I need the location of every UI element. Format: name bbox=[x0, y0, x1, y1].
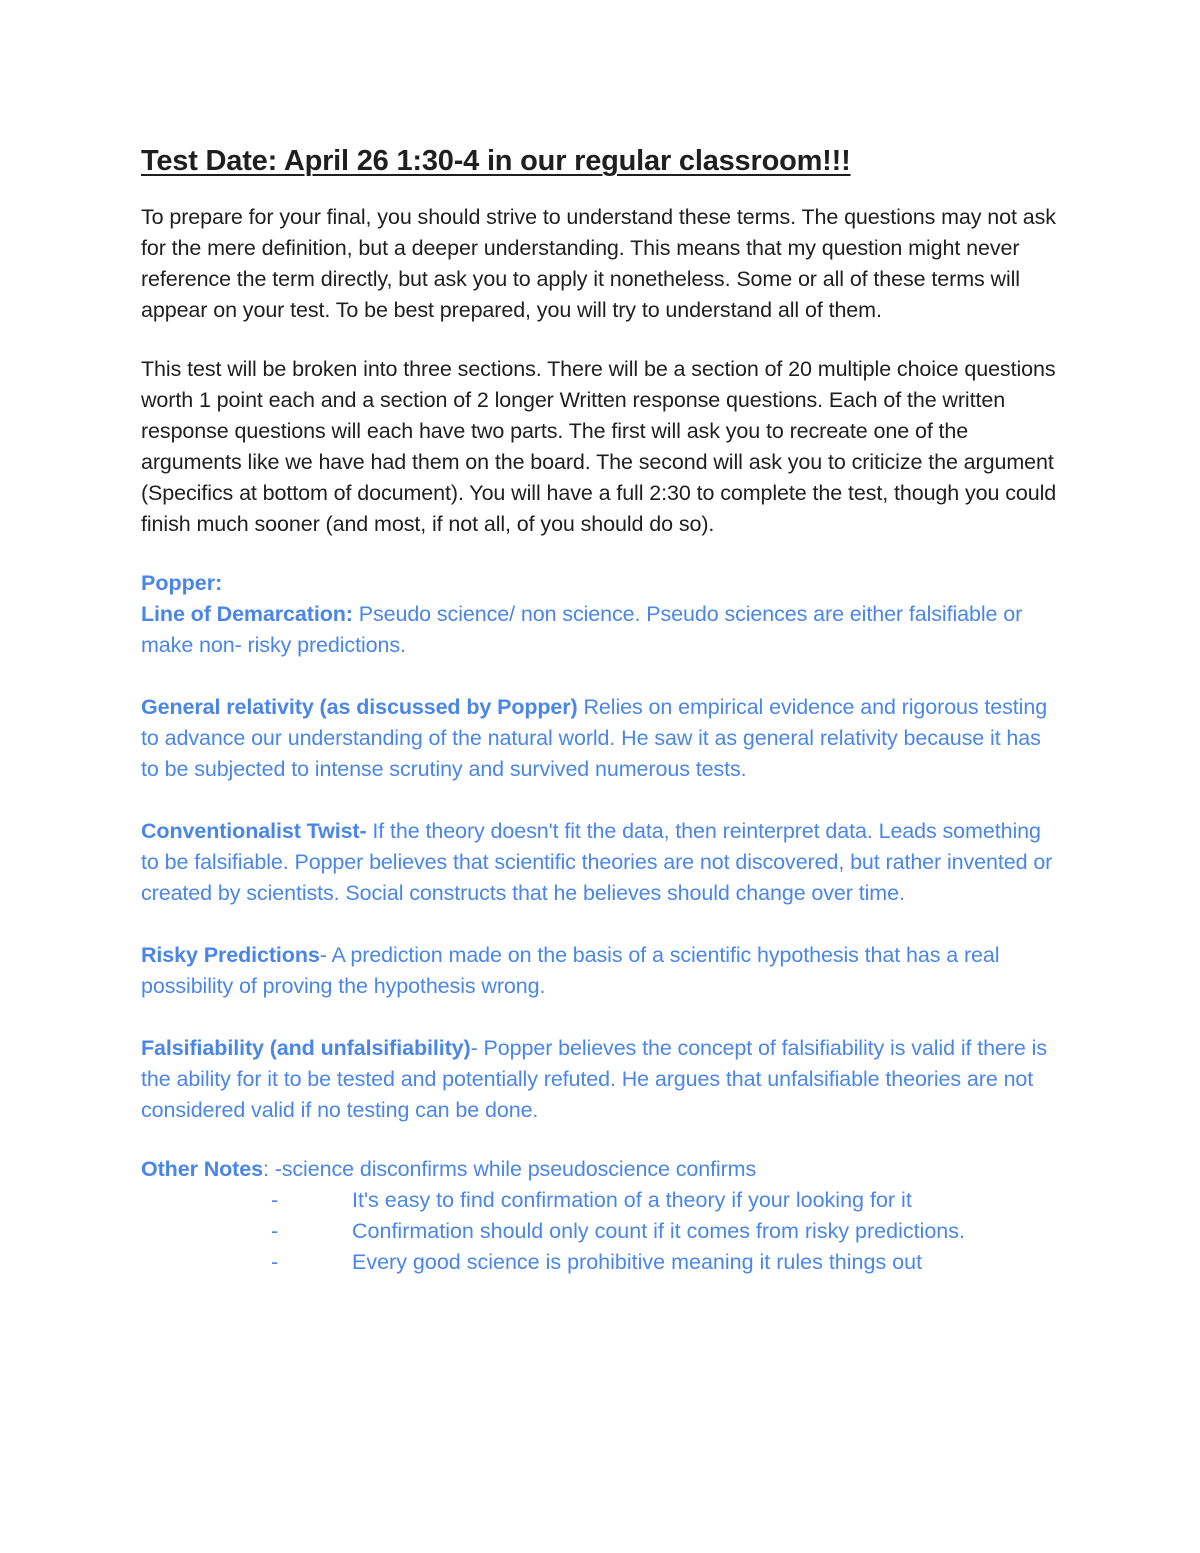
term-name: Risky Predictions bbox=[141, 943, 320, 967]
list-item-text: Every good science is prohibitive meaning it rules things out bbox=[352, 1250, 923, 1274]
bullet-dash: - bbox=[271, 1250, 279, 1274]
list-item bbox=[141, 1247, 1061, 1278]
term-risky-predictions bbox=[141, 940, 1061, 1002]
document-page bbox=[141, 140, 1061, 1278]
term-name: Line of Demarcation: bbox=[141, 602, 353, 626]
list-item-text: Confirmation should only count if it comes from risky predictions. bbox=[352, 1219, 965, 1243]
term-line-of-demarcation bbox=[141, 599, 1061, 661]
term-conventionalist-twist bbox=[141, 816, 1061, 909]
test-date-title: Test Date: April 26 1:30-4 in our regular classroom!!! bbox=[141, 145, 851, 177]
other-notes-text: : -science disconfirms while pseudoscience confirms bbox=[262, 1157, 757, 1181]
bullet-dash: - bbox=[271, 1219, 279, 1243]
other-notes-list bbox=[141, 1185, 1061, 1278]
term-falsifiability bbox=[141, 1033, 1061, 1126]
section-heading-popper: Popper: bbox=[141, 571, 223, 595]
term-definition: Pseudo science/ non science. Pseudo sciences are either falsifiable or make non- risky predictions. bbox=[141, 602, 1023, 657]
term-general-relativity bbox=[141, 692, 1061, 785]
intro-paragraph-1: To prepare for your final, you should strive to understand these terms. The questions may not ask for the mere definition, but a deeper understanding. This means that my question might never reference the term directly, but ask you to apply it nonetheless. Some or all of these terms will appear on your test. To be best prepared, you will try to understand all of them. bbox=[141, 205, 1056, 322]
term-definition: If the theory doesn't fit the data, then reinterpret data. Leads something to be falsifiable. Popper believes that scientific theories are not discovered, but rather invented or created by scientists. Social constructs that he believes should change over time. bbox=[141, 819, 1053, 905]
bullet-dash: - bbox=[271, 1188, 279, 1212]
term-name: Falsifiability (and unfalsifiability) bbox=[141, 1036, 471, 1060]
list-item-text: It's easy to find confirmation of a theory if your looking for it bbox=[352, 1188, 912, 1212]
term-name: General relativity (as discussed by Popper) bbox=[141, 695, 578, 719]
list-item bbox=[141, 1216, 1061, 1247]
term-definition: - A prediction made on the basis of a scientific hypothesis that has a real possibility of proving the hypothesis wrong. bbox=[141, 943, 1000, 998]
other-notes bbox=[141, 1154, 1061, 1185]
intro-paragraph-2: This test will be broken into three sections. There will be a section of 20 multiple choice questions worth 1 point each and a section of 2 longer Written response questions. Each of the written response questions will each have two parts. The first will ask you to recreate one of the arguments like we have had them on the board. The second will ask you to criticize the argument (Specifics at bottom of document). You will have a full 2:30 to complete the test, though you could finish much sooner (and most, if not all, of you should do so). bbox=[141, 357, 1057, 536]
term-definition: - Popper believes the concept of falsifiability is valid if there is the ability for it to be tested and potentially refuted. He argues that unfalsifiable theories are not considered valid if no testing can be done. bbox=[141, 1036, 1047, 1122]
term-definition: Relies on empirical evidence and rigorous testing to advance our understanding of the natural world. He saw it as general relativity because it has to be subjected to intense scrutiny and survived numerous tests. bbox=[141, 695, 1048, 781]
list-item bbox=[141, 1185, 1061, 1216]
term-name: Conventionalist Twist- bbox=[141, 819, 367, 843]
other-notes-label: Other Notes bbox=[141, 1157, 263, 1181]
